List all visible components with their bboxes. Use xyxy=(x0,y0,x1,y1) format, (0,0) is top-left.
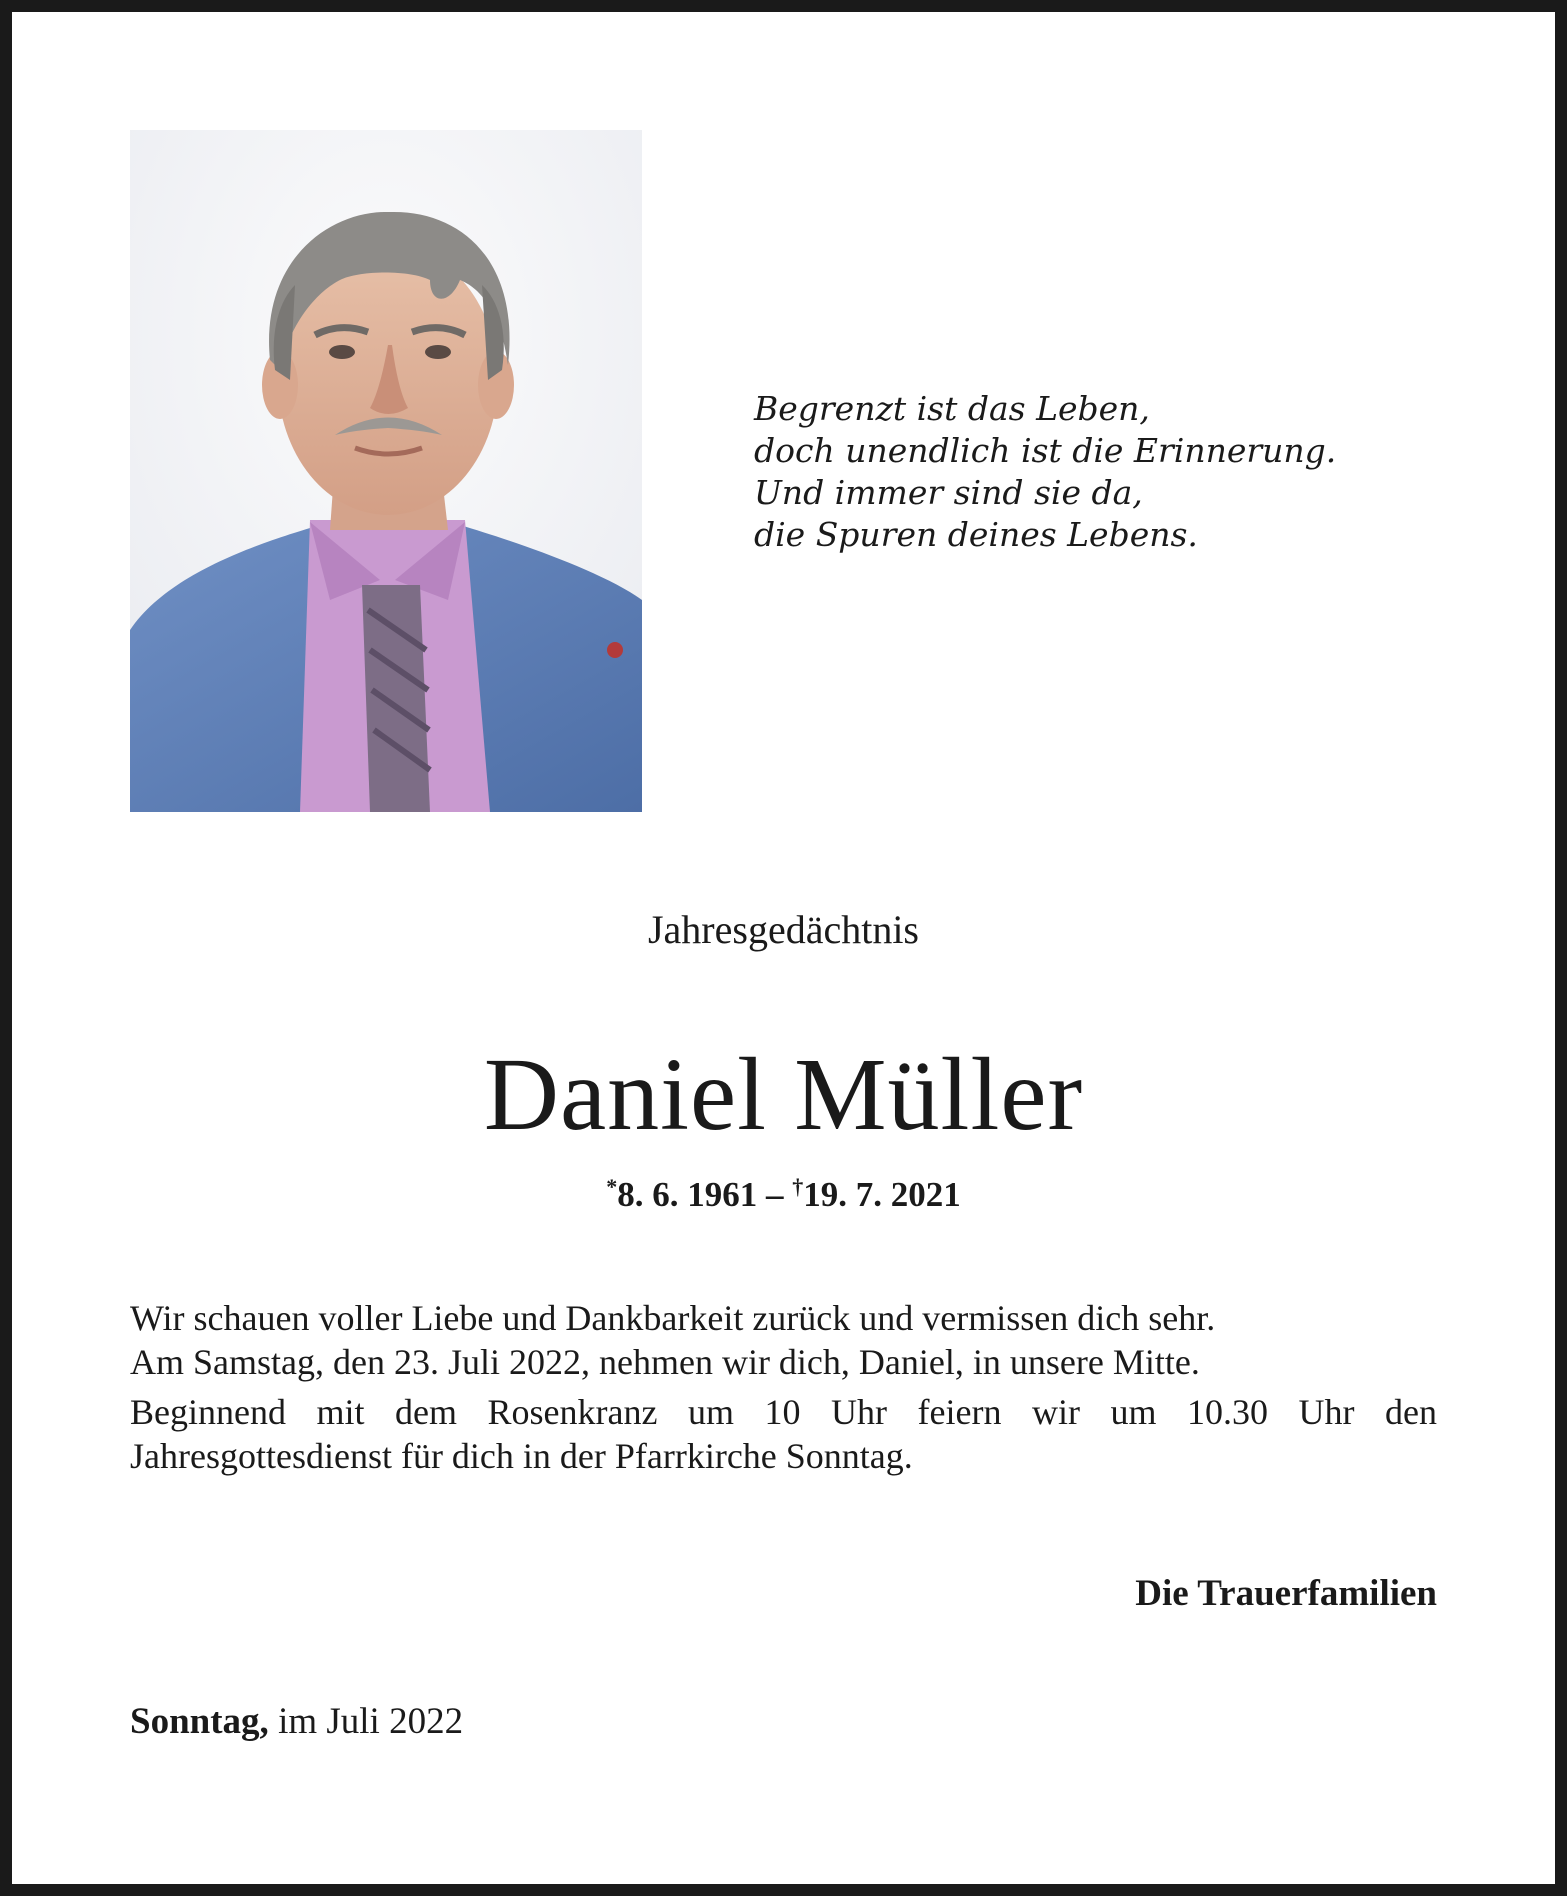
death-symbol: † xyxy=(792,1174,804,1199)
portrait-photo xyxy=(130,130,642,812)
body-line-1: Wir schauen voller Liebe und Dankbarkeit zurück und vermissen dich sehr. xyxy=(130,1298,1216,1338)
memorial-poem xyxy=(754,388,1454,556)
poem-line-3: Und immer sind sie da, xyxy=(754,473,1143,512)
place: Sonntag, xyxy=(130,1701,269,1742)
signature: Die Trauerfamilien xyxy=(1135,1573,1437,1614)
deceased-name: Daniel Müller xyxy=(483,1037,1084,1152)
date: im Juli 2022 xyxy=(268,1701,464,1742)
poem-line-1: Begrenzt ist das Leben, xyxy=(754,389,1150,428)
portrait-image xyxy=(130,130,642,812)
life-dates xyxy=(0,1174,1567,1215)
birth-symbol: * xyxy=(606,1174,618,1199)
body-line-2: Am Samstag, den 23. Juli 2022, nehmen wir dich, Daniel, in unsere Mitte. xyxy=(130,1342,1200,1382)
poem-line-4: die Spuren deines Lebens. xyxy=(754,515,1198,554)
body-paragraph-3: Beginnend mit dem Rosenkranz um 10 Uhr feiern wir um 10.30 Uhr den Jahresgottesdienst für dich in der Pfarrkirche Sonntag. xyxy=(130,1392,1437,1476)
death-date: 19. 7. 2021 xyxy=(803,1175,961,1214)
date-separator: – xyxy=(757,1175,793,1214)
poem-line-2: doch unendlich ist die Erinnerung. xyxy=(754,431,1337,470)
birth-date: 8. 6. 1961 xyxy=(617,1175,758,1214)
notice-body xyxy=(130,1296,1437,1478)
notice-heading: Jahresgedächtnis xyxy=(647,907,919,952)
place-date xyxy=(130,1700,463,1743)
